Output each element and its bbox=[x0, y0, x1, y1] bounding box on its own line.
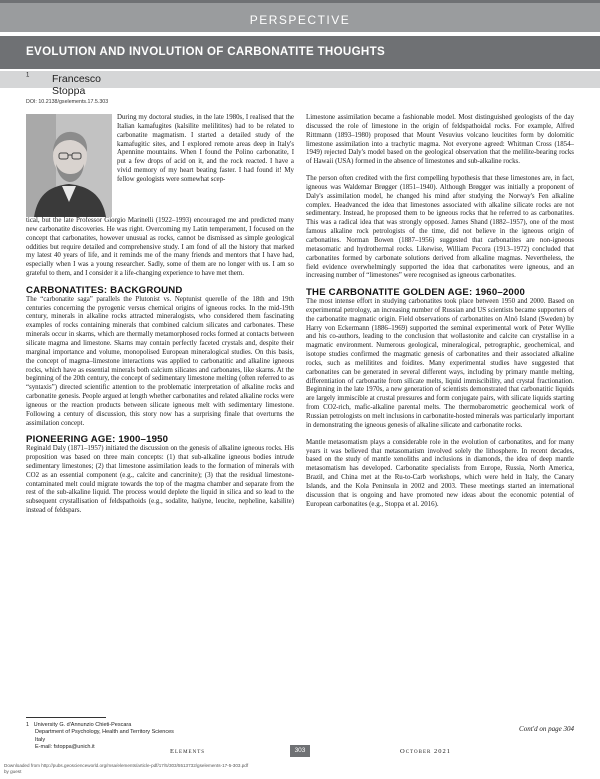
background-paragraph: The “carbonatite saga” parallels the Plutonist vs. Neptunist querelle of the 18th and 19th centuries concerning the pyrogenic versus chemical origins of igneous rocks. In the mid-19th century, minerals in alkaline rocks attracted mineralogists, who considered them fascinating examples of rocks containing minerals that combined calcium silicates and carbonates. These minerals occur in skarns, which are thermally metamorphosed rocks formed at contacts between silicate magma and limestone. Skarns may contain perfectly faceted crystals and, despite their marginal importance and volume, monopolised European mineralogical studies. On this basis, the concept of magma–limestone interactions was applied to carbonatitic and alkaline igneous rocks, which have as essential minerals both calcium silicates and carbonates, like skarns. At the beginning of the 20th century, the concept of sedimentary limestone melting (often referred to as “syntaxis”) directed scientific attention to the problematic interpretation of alkaline rocks and carbonatite genesis. People argued at length whether carbonatites and related alkaline rocks were igneous or the reaction products between silicate igneous melt with sedimentary limestone. Following a century of discussion, this story now has a surprising finale that overturns the assimilation concept. bbox=[26, 295, 294, 427]
download-guest: by guest bbox=[4, 768, 22, 774]
footnote-rule bbox=[26, 717, 106, 718]
author bbox=[26, 72, 102, 97]
golden-age-heading: THE CARBONATITE GOLDEN AGE: 1960–2000 bbox=[306, 287, 526, 299]
journal-name: Elements bbox=[170, 748, 206, 755]
left-column bbox=[26, 217, 294, 516]
pioneering-heading: PIONEERING AGE: 1900–1950 bbox=[26, 434, 169, 446]
brogger-paragraph: The person often credited with the first compelling hypothesis that these limestones are, in fact, igneous was Waldemar Brøgger (1851–1940). Although Brøgger was initially a proponent of Daly's assimilation model, he changed his mind after studying the Norway's Fen alkaline complex. Headvanced the idea that limestones associated with alkaline silicate rocks are not sedimentary. Instead, he proposed them to be igneous rocks that he referred to as carbonatites. This was a radical idea that was strongly opposed. James Shand (1882–1957), one of the most famous alkaline rock petrologists of the time, did not believe in the igneous origin of carbonatites. Norman Bowen (1887–1956) suggested that carbonatites are non-igneous metasomatic and hydrothermal rocks. Likewise, William Pecora (1913–1972) concluded that carbonatites formed by carbonate solutions derived from alkaline magmas. Nevertheless, the field evidence overwhelmingly supported the idea that carbonatites were igneous, and an increasing number of “limestones” were recognised as igneous carbonatites. bbox=[306, 175, 574, 280]
intro-wrap-text bbox=[117, 114, 294, 185]
download-note bbox=[4, 763, 248, 774]
footnote-country: Italy bbox=[35, 736, 46, 743]
title-bar bbox=[0, 36, 600, 69]
article-title: EVOLUTION AND INVOLUTION OF CARBONATITE THOUGHTS bbox=[26, 45, 385, 58]
section-label: PERSPECTIVE bbox=[249, 13, 351, 27]
doi[interactable]: DOI: 10.2138/gselements.17.5.303 bbox=[26, 99, 109, 105]
section-banner bbox=[0, 0, 600, 32]
pioneering-paragraph: Reginald Daly (1871–1957) initiated the discussion on the genesis of alkaline igneous rocks. His proposition was based on three main concepts: (1) that sub-alkaline igneous bodies intrude sedimentary limestones; (2) that limestone assimilation leads to the formation of minerals with CO2 as an essential component (e.g., calcite and cancrinite); (3) that the residual limestone-contaminated melt could migrate towards the top of the magma chamber and separate from the rest of the sub-alkaline liquid. The process would deplete the liquid in silica and so lead to the subsequent crystallisation of feldspathoids (e.g., sodalite, haüyne, leucite, nepheline, kalsilite) instead of feldspars. bbox=[26, 445, 294, 515]
download-url[interactable]: Downloaded from http://pubs.geoscienceworld.org/msa/elements/article-pdf/17/5/303/5513732/gselements-17-5-303.pdf bbox=[4, 763, 249, 768]
author-affiliation-mark: 1 bbox=[26, 72, 30, 79]
footnote-university: University G. d'Annunzio Chieti-Pescara bbox=[33, 722, 132, 728]
continued-note: Cont'd on page 304 bbox=[519, 725, 574, 733]
author-name: Francesco Stoppa bbox=[52, 73, 102, 97]
assimilation-paragraph: Limestone assimilation became a fashionable model. Most distinguished geologists of the day discussed the role of limestone in the origin of feldspathoidal rocks. For example, Alfred Rittmann (1893–1980) proposed that Mount Vesuvius volcano leucitites form by dolomitic limestone assimilation into a trachytic magma. Not everyone agreed: Whitman Cross (1854–1949) rejected Daly's model based on the geological observation that the melilite-bearing rocks of Hawaii (USA) formed in the absence of limestones and sub-alkaline rocks. bbox=[306, 114, 574, 166]
background-heading: CARBONATITES: BACKGROUND bbox=[26, 284, 183, 296]
footnote-email[interactable]: E-mail: fstoppa@unich.it bbox=[35, 744, 95, 751]
portrait-image bbox=[26, 114, 112, 217]
issue-date: October 2021 bbox=[400, 748, 451, 755]
footnote-department: Department of Psychology, Health and Territory Sciences bbox=[35, 729, 174, 736]
author-bar bbox=[0, 71, 600, 97]
right-column bbox=[306, 114, 574, 509]
page-number: 303 bbox=[294, 747, 306, 754]
author-photo bbox=[26, 114, 112, 217]
footnote-mark: 1 bbox=[26, 722, 30, 728]
metasomatism-paragraph: Mantle metasomatism plays a considerable role in the evolution of carbonatites, and for many years it was believed that metasomatism involved solely the lithosphere. In recent decades, based on the study of mantle xenoliths and inclusions in diamonds, the idea of deep mantle metasomatism has developed. Carbonatite specialists from Europe, Russia, North America, Brazil, and China met at the Ru-to-Carb workshops, which were held in Italy, the Canary Islands, and the Kola Peninsula in 2002 and 2003. These meetings started an international discussion that is ongoing and have promoted new ideas about the economic potential of European carbonatites (e.g., Stoppa et al. 2016). bbox=[306, 438, 574, 508]
intro-paragraph-start: During my doctoral studies, in the late 1980s, I realised that the Italian kamafugites (kalsilite melilitites) had to be related to carbonatite magmatism. I started a detailed study of the kamafugitic sites, and I explored remote areas deep in Italy's Apennine mountains. When I found the Polino carbonatite, I put a few drops of acid on it, and the rock reacted. I have a vivid memory of my heart beating faster. I had found it! My fellow geologists were somewhat scep- bbox=[117, 114, 294, 183]
golden-age-paragraph: The most intense effort in studying carbonatites took place between 1950 and 2000. Based on experimental petrology, an increasing number of Russian and US scientists became supporters of the carbonatite magmatic origin. Field observations of carbonatites on Alnö Island (Sweden) by Harry von Eckermann (1886–1969) supported the seminal experimental work of Peter Wyllie and his co-authors, leading to the conclusion that wollastonite and calcite can crystallise in a magmatic environment. Numerous geological, mineralogical, petrographic, geochemical, and isotope studies confirmed the magmatic genesis of carbonatites and their associated alkaline rocks, such as melilitites and foidites. Many experimental studies have suggested that carbonatites can be generated in several different ways, including by primary mantle melting, differentiation of carbonatite from silicate melts, liquid immiscibility, and crystal fractionation. Beginning in the late 1970s, a new generation of scientists demonstrated that carbonatitic liquids are largely immiscible at crustal pressures and form conjugate pairs, with silicate liquids starting from CO2-rich, mafic-alkaline parental melts. The thermobarometric geochemical work of Russian petrologists on melt inclusions in carbonatite-hosted minerals was particularly important in demonstrating the igneous genesis of alkaline silicate and carbonatite rocks. bbox=[306, 298, 574, 429]
intro-paragraph-rest: tical, but the late Professor Giorgio Marinelli (1922–1993) encouraged me and predicted many new carbonatite discoveries. He was right. Overcoming my Latin temperament, I focused on the concept that carbonatites, however unusual as rocks, cannot be dismissed as simple geological oddities but require detailed and comprehensive study. I am fond of all the history that marked my latest 40 years of life, and it reminds me of the many friends and mentors that I have had, especially when I was a young researcher. Sadly, some of them are no longer with us. I am so grateful to them, and I consider it a life-changing experience to have met them. bbox=[26, 217, 294, 278]
page-number-box bbox=[290, 745, 310, 757]
